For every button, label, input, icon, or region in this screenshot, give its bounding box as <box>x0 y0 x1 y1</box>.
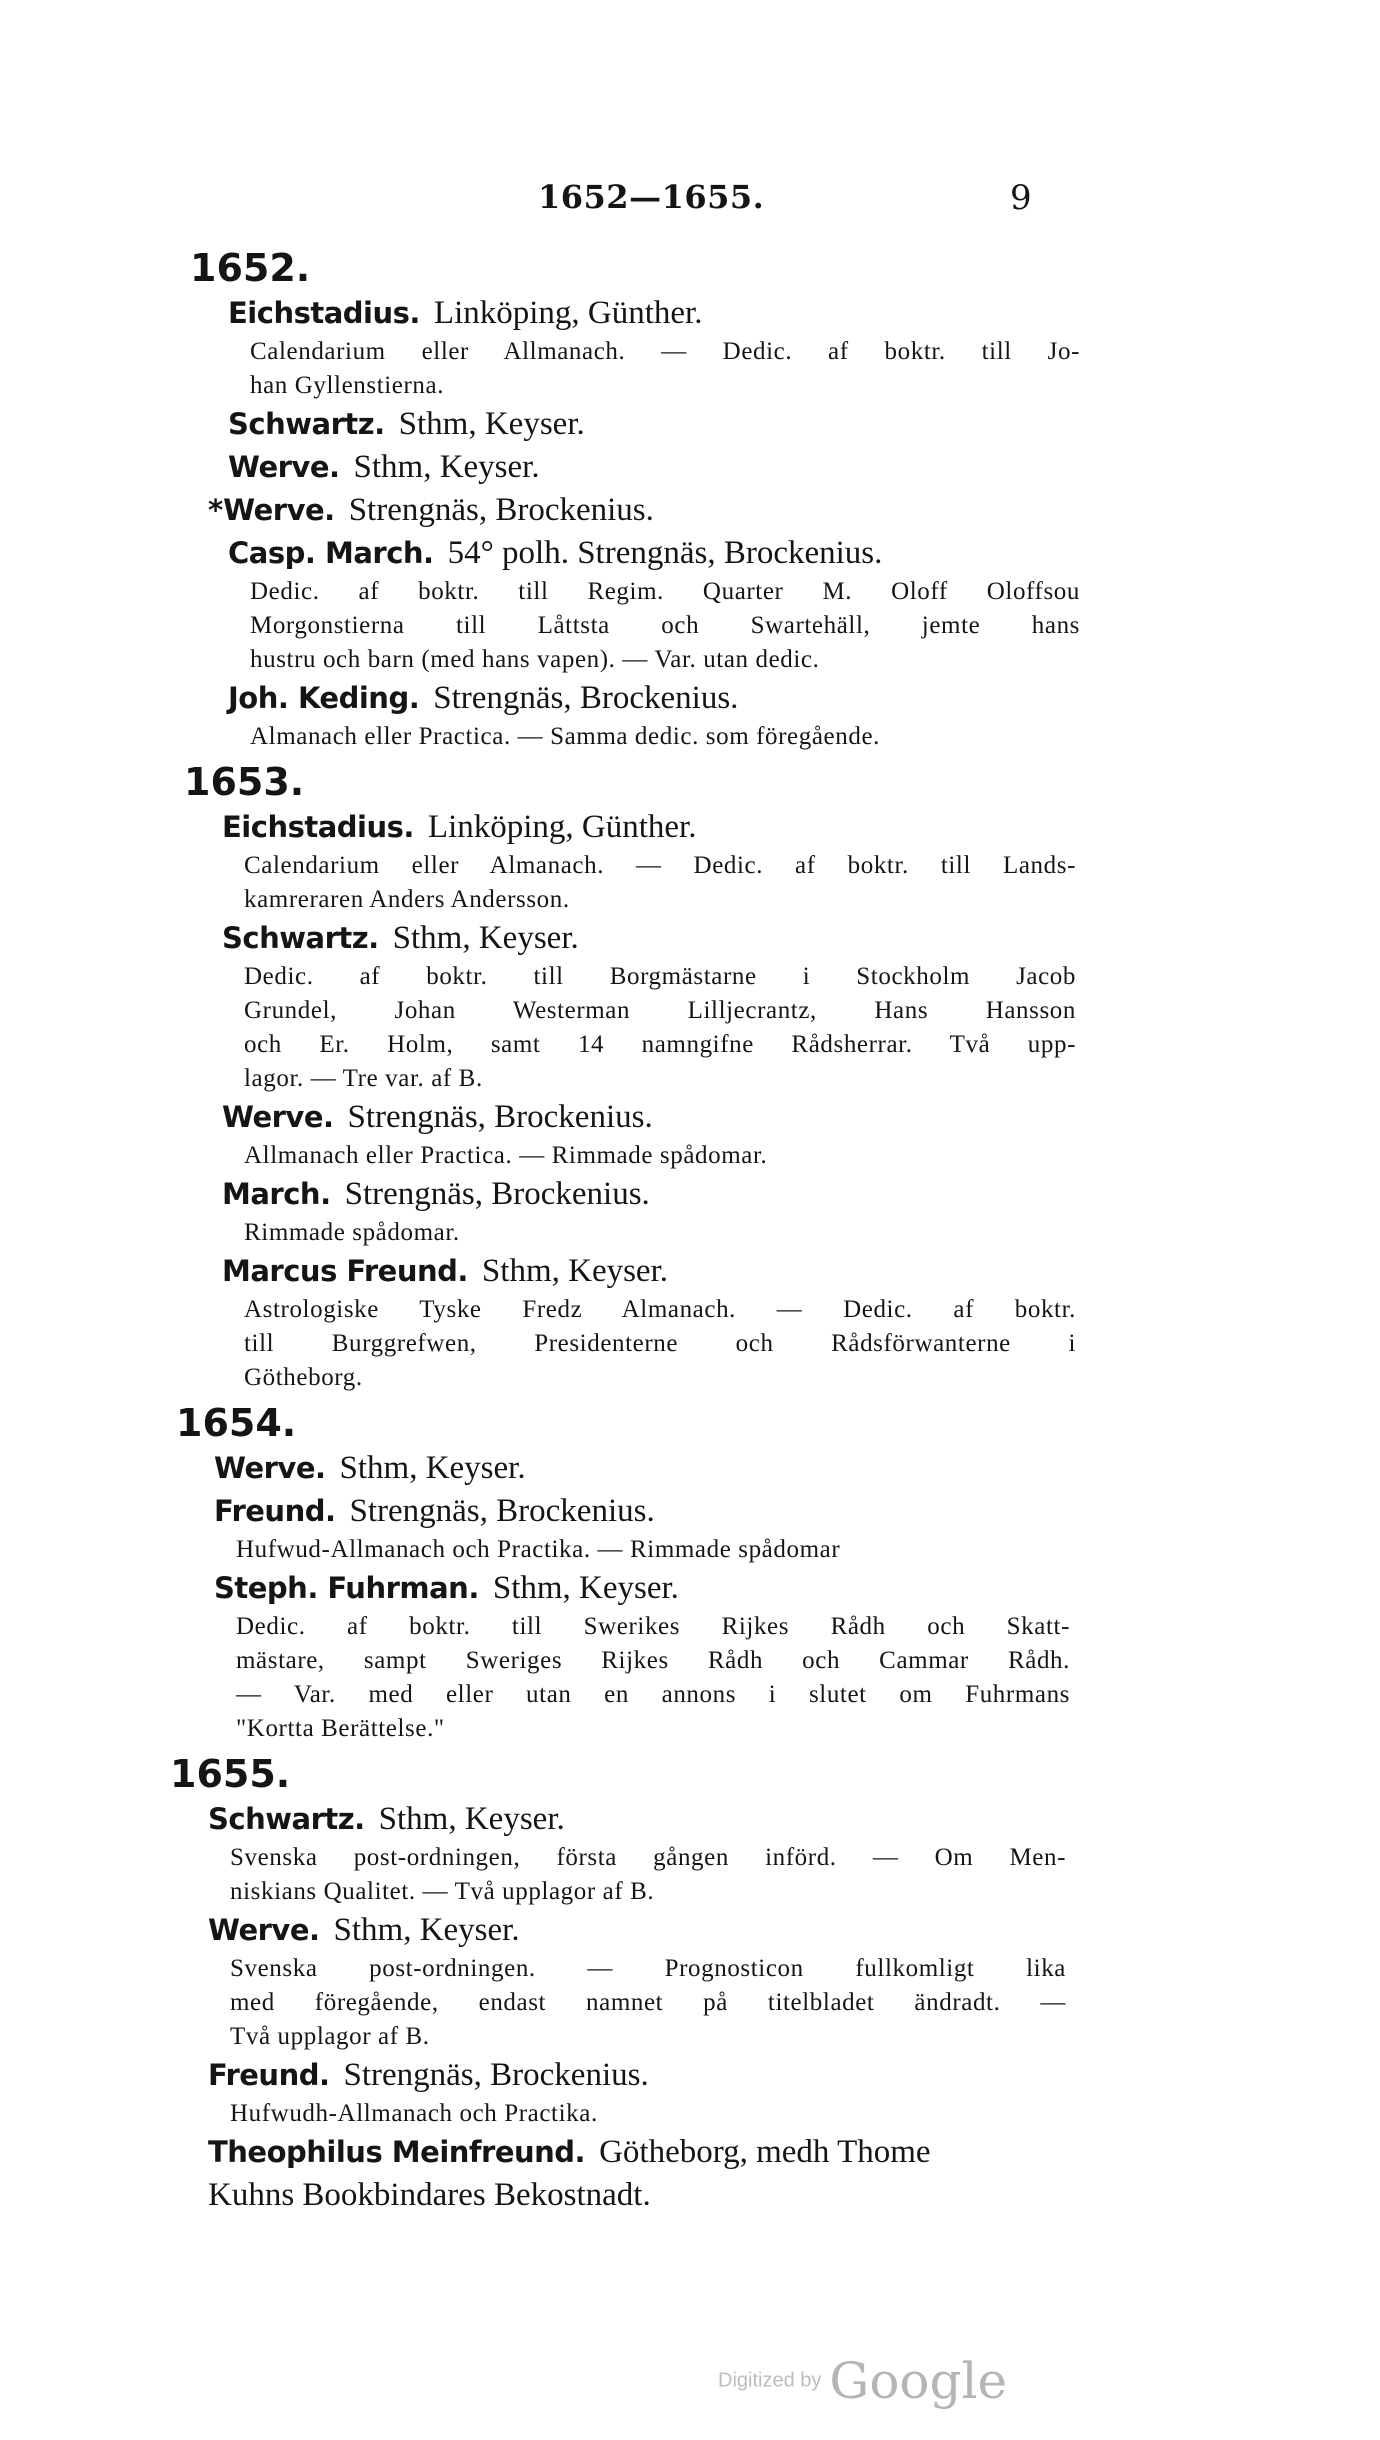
author-name: Werve. <box>214 1451 326 1485</box>
description-line: Allmanach eller Practica. — Rimmade spådomar. <box>244 1142 768 1169</box>
entry-title-line <box>222 1250 1070 1293</box>
bibliography-entry <box>170 446 1070 489</box>
year-heading: 1654. <box>176 1401 297 1445</box>
place-printer: 54° polh. Strengnäs, Brockenius. <box>447 535 883 571</box>
entry-description <box>244 1216 1076 1250</box>
running-head: 1652—1655. <box>538 178 765 216</box>
description-line: hustru och barn (med hans vapen). — Var. utan dedic. <box>250 646 820 673</box>
bibliography-entry <box>170 1096 1070 1173</box>
description-line: — Var. med eller utan en annons i slutet om Fuhrmans <box>236 1681 1070 1708</box>
bibliography-entry <box>170 489 1070 532</box>
entry-title-line <box>228 292 1070 335</box>
author-name: Schwartz. <box>208 1802 365 1836</box>
author-name: Freund. <box>214 1494 336 1528</box>
entry-title-line <box>208 1909 1070 1952</box>
description-line: Calendarium eller Almanach. — Dedic. af boktr. till Lands- <box>244 852 1076 879</box>
bibliography-entry <box>170 403 1070 446</box>
description-line: Svenska post-ordningen. — Prognosticon fullkomligt lika <box>230 1955 1066 1982</box>
year-heading: 1652. <box>190 246 311 290</box>
author-name: Steph. Fuhrman. <box>214 1571 479 1605</box>
entry-description <box>250 720 1080 754</box>
place-printer: Sthm, Keyser. <box>378 1801 565 1837</box>
entry-description <box>236 1610 1070 1746</box>
description-line: Morgonstierna till Låttsta och Swartehäll, jemte hans <box>250 612 1080 639</box>
entry-description <box>244 849 1076 917</box>
google-logo: Google <box>829 2352 1008 2410</box>
place-printer: Strengnäs, Brockenius. <box>343 2057 649 2093</box>
description-line: Almanach eller Practica. — Samma dedic. som föregående. <box>250 723 880 750</box>
entry-description <box>244 1293 1076 1395</box>
place-printer: Strengnäs, Brockenius. <box>344 1176 650 1212</box>
entry-title-line <box>222 806 1070 849</box>
entry-title-line <box>222 917 1070 960</box>
description-line: Dedic. af boktr. till Borgmästarne i Stockholm Jacob <box>244 963 1076 990</box>
entry-title-line <box>228 677 1070 720</box>
author-name: Casp. March. <box>228 536 434 570</box>
bibliography-entry <box>170 292 1080 403</box>
digitized-by-label: Digitized by <box>718 2369 822 2392</box>
entry-title-line <box>228 403 1070 446</box>
description-line: Dedic. af boktr. till Swerikes Rijkes Rådh och Skatt- <box>236 1613 1070 1640</box>
bibliography-entry <box>170 2054 1070 2131</box>
description-line: kamreraren Anders Andersson. <box>244 886 570 913</box>
author-name: Marcus Freund. <box>222 1254 468 1288</box>
description-line: Två upplagor af B. <box>230 2023 430 2050</box>
bibliography-entry <box>170 1567 1070 1746</box>
place-printer: Sthm, Keyser. <box>398 406 585 442</box>
author-name: Theophilus Meinfreund. <box>208 2135 586 2169</box>
bibliography-entry <box>170 1909 1070 2054</box>
place-printer: Sthm, Keyser. <box>353 449 540 485</box>
entry-title-line <box>208 1798 1070 1841</box>
description-line: och Er. Holm, samt 14 namngifne Rådsherrar. Två upp- <box>244 1031 1076 1058</box>
entry-title-line <box>208 489 1070 532</box>
place-printer-continued: Kuhns Bookbindares Bekostnadt. <box>208 2177 651 2213</box>
author-name: March. <box>222 1177 331 1211</box>
entry-description <box>230 1952 1066 2054</box>
place-printer: Strengnäs, Brockenius. <box>349 1493 655 1529</box>
description-line: med föregående, endast namnet på titelbladet ändradt. — <box>230 1989 1066 2016</box>
bibliography-entry <box>170 806 1076 917</box>
year-heading: 1655. <box>170 1752 291 1796</box>
bibliography-list <box>170 240 1080 2217</box>
author-name: Werve. <box>208 1913 320 1947</box>
author-name: Werve. <box>228 450 340 484</box>
entry-description <box>230 2097 1066 2131</box>
asterisk-marker: * <box>208 493 224 527</box>
description-line: Astrologiske Tyske Fredz Almanach. — Dedic. af boktr. <box>244 1296 1076 1323</box>
entry-description <box>244 1139 1076 1173</box>
entry-title-line <box>214 1490 1070 1533</box>
bibliography-entry <box>170 1173 1070 1250</box>
description-line: Hufwudh-Allmanach och Practika. <box>230 2100 598 2127</box>
entry-description <box>244 960 1076 1096</box>
description-line: niskians Qualitet. — Två upplagor af B. <box>230 1878 655 1905</box>
author-name: Freund. <box>208 2058 330 2092</box>
entry-title-line <box>228 446 1070 489</box>
entry-title-line <box>222 1173 1070 1216</box>
description-line: Grundel, Johan Westerman Lilljecrantz, Hans Hansson <box>244 997 1076 1024</box>
author-name: Schwartz. <box>222 921 379 955</box>
author-name: Joh. Keding. <box>228 681 420 715</box>
entry-description <box>250 335 1080 403</box>
description-line: lagor. — Tre var. af B. <box>244 1065 483 1092</box>
author-name: Eichstadius. <box>228 296 420 330</box>
entry-description <box>230 1841 1066 1909</box>
place-printer: Sthm, Keyser. <box>392 920 579 956</box>
year-heading: 1653. <box>184 760 305 804</box>
author-name: Werve. <box>223 493 335 527</box>
entry-description <box>236 1533 1070 1567</box>
place-printer: Strengnäs, Brockenius. <box>433 680 739 716</box>
place-printer: Sthm, Keyser. <box>492 1570 679 1606</box>
entry-title-line <box>208 2054 1070 2097</box>
description-line: Calendarium eller Allmanach. — Dedic. af boktr. till Jo- <box>250 338 1080 365</box>
place-printer: Sthm, Keyser. <box>481 1253 668 1289</box>
entry-title-line <box>214 1447 1070 1490</box>
bibliography-entry <box>170 1250 1076 1395</box>
entry-title-line <box>228 532 1070 575</box>
description-line: Hufwud-Allmanach och Practika. — Rimmade spådomar <box>236 1536 841 1563</box>
description-line: mästare, sampt Sweriges Rijkes Rådh och Cammar Rådh. <box>236 1647 1070 1674</box>
page-number: 9 <box>1010 178 1032 218</box>
author-name: Eichstadius. <box>222 810 414 844</box>
bibliography-entry <box>170 2131 1070 2217</box>
page-header <box>0 178 1380 228</box>
bibliography-entry <box>170 1490 1070 1567</box>
place-printer: Linköping, Günther. <box>433 295 703 331</box>
author-name: Werve. <box>222 1100 334 1134</box>
author-name: Schwartz. <box>228 407 385 441</box>
place-printer: Götheborg, medh Thome <box>599 2134 931 2170</box>
entry-title-line <box>214 1567 1070 1610</box>
bibliography-entry <box>170 677 1070 754</box>
bibliography-entry <box>170 532 1080 677</box>
description-line: Dedic. af boktr. till Regim. Quarter M. Oloff Oloffsou <box>250 578 1080 605</box>
place-printer: Sthm, Keyser. <box>333 1912 520 1948</box>
place-printer: Strengnäs, Brockenius. <box>348 492 654 528</box>
description-line: han Gyllenstierna. <box>250 372 445 399</box>
entry-title-line <box>222 1096 1070 1139</box>
description-line: Svenska post-ordningen, första gången införd. — Om Men- <box>230 1844 1066 1871</box>
description-line: till Burggrefwen, Presidenterne och Rådsförwanterne i <box>244 1330 1076 1357</box>
description-line: "Kortta Berättelse." <box>236 1715 445 1742</box>
digitization-watermark <box>718 2352 1007 2410</box>
place-printer: Sthm, Keyser. <box>339 1450 526 1486</box>
bibliography-entry <box>170 1447 1070 1490</box>
description-line: Götheborg. <box>244 1364 363 1391</box>
place-printer: Strengnäs, Brockenius. <box>347 1099 653 1135</box>
entry-description <box>250 575 1080 677</box>
bibliography-entry <box>170 1798 1070 1909</box>
place-printer: Linköping, Günther. <box>427 809 697 845</box>
description-line: Rimmade spådomar. <box>244 1219 460 1246</box>
entry-title-line <box>208 2131 1070 2174</box>
bibliography-entry <box>170 917 1076 1096</box>
